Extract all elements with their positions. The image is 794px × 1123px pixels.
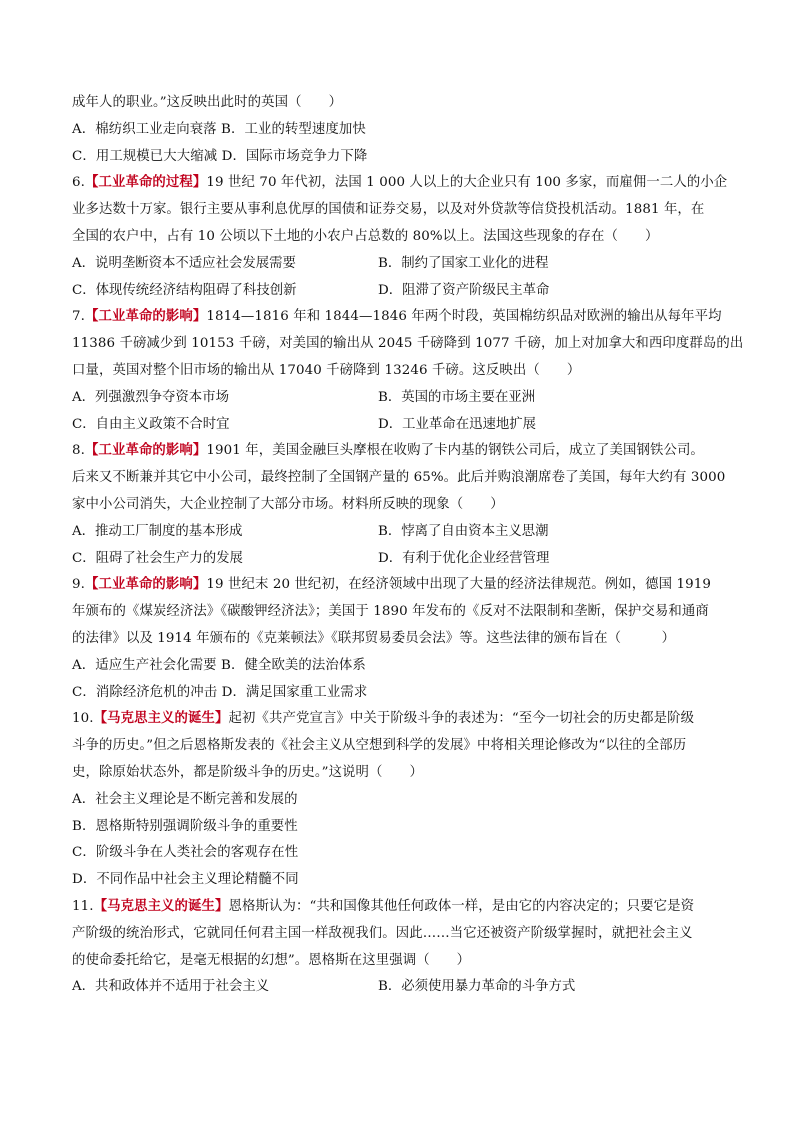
stem-text: 恩格斯认为：“共和国像其他任何政体一样，是由它的内容决定的；只要它是资 — [228, 898, 695, 914]
question-8-options-row-1 — [72, 519, 722, 546]
question-5-options-cd: C．用工规模已大大缩减 D．国际市场竞争力下降 — [72, 148, 368, 164]
question-5-options-ab: A．棉纺织工业走向衰落 B．工业的转型速度加快 — [72, 121, 366, 137]
stem-text: 起初《共产党宣言》中关于阶级斗争的表述为：“至今一切社会的历史都是阶级 — [228, 711, 695, 727]
topic-tag: 【马克思主义的诞生】 — [93, 711, 229, 727]
question-8-stem-line-1 — [72, 438, 722, 465]
question-6-stem-line-2: 业多达数十万家。银行主要从事利息优厚的国债和证券交易，以及对外贷款等信贷投机活动。1881 年，在 — [72, 202, 705, 218]
question-11-stem-line-1 — [72, 894, 722, 921]
question-9-options-cd: C．消除经济危机的冲击 D．满足国家重工业需求 — [72, 684, 368, 700]
option-b: B．英国的市场主要在亚洲 — [378, 389, 536, 405]
question-6-stem-line-1 — [72, 170, 728, 197]
question-6-options-row-2 — [72, 278, 722, 305]
question-9-stem-line-1 — [72, 572, 722, 599]
question-number: 11. — [72, 898, 94, 914]
question-6-stem-line-3: 全国的农户中，占有 10 公顷以下土地的小农户占总数的 80%以上。法国这些现象的存在（ ） — [72, 228, 659, 244]
option-a: A．说明垄断资本不适应社会发展需要 — [72, 255, 296, 271]
question-8-options-row-2 — [72, 546, 722, 573]
option-d: D．阻滞了资产阶级民主革命 — [378, 282, 550, 298]
option-b: B．恩格斯特别强调阶级斗争的重要性 — [72, 818, 298, 834]
stem-text: 1814—1816 年和 1844—1846 年两个时段，英国棉纺织品对欧洲的输出从每年平均 — [206, 309, 722, 325]
option-c: C．阶级斗争在人类社会的客观存在性 — [72, 845, 299, 861]
question-10 — [72, 706, 722, 894]
option-d: D．工业革命在迅速地扩展 — [378, 416, 537, 432]
question-5 — [72, 90, 722, 170]
option-c: C．自由主义政策不合时宜 — [72, 416, 230, 432]
option-c: C．阻碍了社会生产力的发展 — [72, 550, 243, 566]
topic-tag: 【工业革命的影响】 — [84, 309, 207, 325]
question-number: 10. — [72, 711, 94, 727]
question-11-options-row-1 — [72, 974, 722, 1001]
topic-tag: 【工业革命的影响】 — [84, 443, 207, 459]
question-6 — [72, 170, 728, 304]
question-7 — [72, 304, 744, 438]
option-c: C．体现传统经济结构阻碍了科技创新 — [72, 282, 297, 298]
question-10-stem-line-1 — [72, 706, 722, 733]
question-8-stem-line-2: 后来又不断兼并其它中小公司，最终控制了全国钢产量的 65%。此后并购浪潮席卷了美国，每年大约有 3000 — [72, 470, 726, 486]
topic-tag: 【马克思主义的诞生】 — [93, 898, 229, 914]
option-a: A．推动工厂制度的基本形成 — [72, 523, 243, 539]
option-b: B．制约了国家工业化的进程 — [378, 255, 549, 271]
question-11-stem-line-3: 的使命委托给它，是毫无根据的幻想”。恩格斯在这里强调（ ） — [72, 952, 471, 968]
question-9 — [72, 572, 722, 706]
question-7-stem-line-1 — [72, 304, 722, 331]
option-d: D．不同作品中社会主义理论精髓不同 — [72, 872, 299, 888]
question-9-stem-line-2: 年颁布的《煤炭经济法》《碳酸钾经济法》；美国于 1890 年发布的《反对不法限制和垄断，保护交易和通商 — [72, 604, 709, 620]
option-a: A．共和政体并不适用于社会主义 — [72, 979, 270, 995]
question-number: 7. — [72, 309, 85, 325]
question-5-stem-tail: 成年人的职业。”这反映出此时的英国（ ） — [72, 95, 343, 110]
question-number: 8. — [72, 443, 85, 459]
topic-tag: 【工业革命的过程】 — [84, 175, 207, 191]
option-a: A．列强激烈争夺资本市场 — [72, 389, 229, 405]
question-8-stem-line-3: 家中小公司消失，大企业控制了大部分市场。材料所反映的现象（ ） — [72, 496, 504, 512]
stem-text: 19 世纪 70 年代初，法国 1 000 人以上的大企业只有 100 多家，而雇佣一二人的小企 — [206, 175, 728, 191]
question-7-stem-line-2: 11386 千磅减少到 10153 千磅，对美国的输出从 2045 千磅降到 1077 千磅，加上对加拿大和西印度群岛的出 — [72, 336, 744, 352]
question-6-options-row-1 — [72, 251, 722, 278]
option-a: A．社会主义理论是不断完善和发展的 — [72, 791, 298, 807]
question-8 — [72, 438, 726, 572]
option-d: D．有利于优化企业经营管理 — [378, 550, 550, 566]
question-7-stem-line-3: 口量，英国对整个旧市场的输出从 17040 千磅降到 13246 千磅。这反映出（ ） — [72, 362, 581, 378]
question-11-stem-line-2: 产阶级的统治形式，它就同任何君主国一样敌视我们。因此……当它还被资产阶级掌握时，就把社会主义 — [72, 925, 693, 941]
stem-text: 19 世纪末 20 世纪初，在经济领域中出现了大量的经济法律规范。例如，德国 1919 — [206, 577, 711, 593]
topic-tag: 【工业革命的影响】 — [84, 577, 207, 593]
question-9-stem-line-3: 的法律》以及 1914 年颁布的《克莱顿法》《联邦贸易委员会法》等。这些法律的颁布旨在（ ） — [72, 630, 676, 646]
stem-text: 1901 年，美国金融巨头摩根在收购了卡内基的钢铁公司后，成立了美国钢铁公司。 — [206, 443, 704, 459]
question-7-options-row-1 — [72, 385, 722, 412]
option-b: B．悖离了自由资本主义思潮 — [378, 523, 549, 539]
question-11 — [72, 894, 722, 1001]
option-b: B．必须使用暴力革命的斗争方式 — [378, 979, 576, 995]
question-number: 9. — [72, 577, 85, 593]
question-10-stem-line-2: 斗争的历史。”但之后恩格斯发表的《社会主义从空想到科学的发展》中将相关理论修改为“以往的全部历 — [72, 738, 687, 754]
question-7-options-row-2 — [72, 412, 722, 439]
question-9-options-ab: A．适应生产社会化需要 B．健全欧美的法治体系 — [72, 657, 366, 673]
question-10-stem-line-3: 史，除原始状态外，都是阶级斗争的历史。”这说明（ ） — [72, 764, 423, 780]
question-number: 6. — [72, 175, 85, 191]
